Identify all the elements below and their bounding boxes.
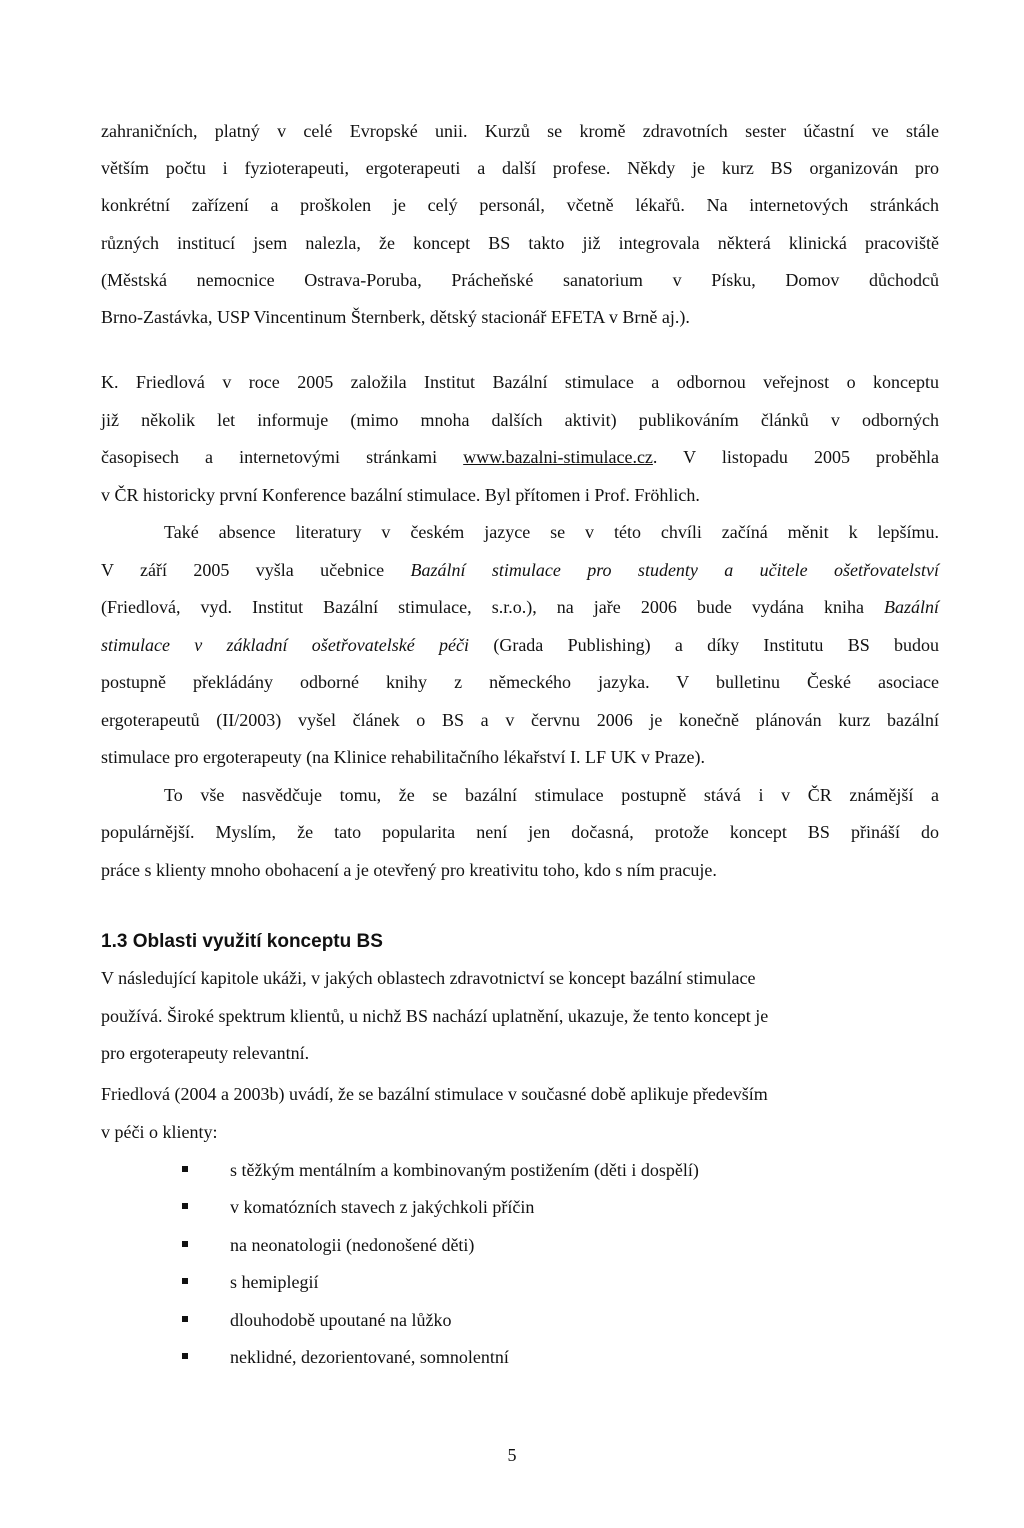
- paragraph-line: zahraničních, platný v celé Evropské unii. Kurzů se kromě zdravotních sester účastní ve stále: [101, 121, 939, 141]
- paragraph-line: populárnější. Myslím, že tato popularita není jen dočasná, protože koncept BS přináší do: [101, 822, 939, 842]
- paragraph-line: K. Friedlová v roce 2005 založila Institut Bazální stimulace a odbornou veřejnost o konceptu: [101, 372, 939, 392]
- paragraph-line: [101, 446, 939, 468]
- paragraph-line: To vše nasvědčuje tomu, že se bazální stimulace postupně stává i v ČR známější a: [164, 785, 939, 805]
- paragraph-line: větším počtu i fyzioterapeuti, ergoterapeuti a další profese. Někdy je kurz BS organizován pro: [101, 158, 939, 178]
- book-title: Bazální stimulace pro studenty a učitele ošetřovatelství: [410, 560, 939, 580]
- list-item-text: s hemiplegií: [230, 1272, 319, 1292]
- paragraph-line: již několik let informuje (mimo mnoha dalších aktivit) publikováním článků v odborných: [101, 410, 939, 430]
- book-title: stimulace v základní ošetřovatelské péči: [101, 635, 470, 655]
- page-number: 5: [507, 1445, 517, 1465]
- text-span: . V listopadu 2005 proběhla: [652, 447, 939, 467]
- bullet-icon: [182, 1278, 188, 1284]
- paragraph-line: konkrétní zařízení a proškolen je celý personál, včetně lékařů. Na internetových stránkách: [101, 195, 939, 215]
- paragraph-line: v ČR historicky první Konference bazální stimulace. Byl přítomen i Prof. Fröhlich.: [101, 485, 700, 505]
- paragraph-line: používá. Široké spektrum klientů, u nichž BS nachází uplatnění, ukazuje, že tento koncept je: [101, 1006, 769, 1026]
- list-item-text: s těžkým mentálním a kombinovaným postižením (děti i dospělí): [230, 1160, 699, 1180]
- text-span: (Friedlová, vyd. Institut Bazální stimulace, s.r.o.), na jaře 2006 bude vydána kniha: [101, 597, 884, 617]
- paragraph-line: práce s klienty mnoho obohacení a je otevřený pro kreativitu toho, kdo s ním pracuje.: [101, 860, 717, 880]
- text-span: časopisech a internetovými stránkami: [101, 447, 464, 467]
- book-title: Bazální: [883, 597, 939, 617]
- section-heading: 1.3 Oblasti využití konceptu BS: [101, 931, 383, 952]
- list-item-text: na neonatologii (nedonošené děti): [230, 1235, 475, 1255]
- paragraph-line: Brno-Zastávka, USP Vincentinum Šternberk, dětský stacionář EFETA v Brně aj.).: [101, 307, 690, 327]
- text-span: V září 2005 vyšla učebnice: [101, 560, 411, 580]
- bullet-icon: [182, 1241, 188, 1247]
- paragraph-line: ergoterapeutů (II/2003) vyšel článek o BS a v červnu 2006 je konečně plánován kurz bazální: [101, 710, 939, 730]
- paragraph-line: [101, 634, 939, 656]
- list-item-text: dlouhodobě upoutané na lůžko: [230, 1310, 452, 1330]
- paragraph-line: různých institucí jsem nalezla, že koncept BS takto již integrovala některá klinická pracoviště: [101, 233, 939, 253]
- text-span: (Grada Publishing) a díky Institutu BS budou: [469, 635, 939, 655]
- paragraph-line: V následující kapitole ukáži, v jakých oblastech zdravotnictví se koncept bazální stimulace: [101, 968, 756, 988]
- bullet-icon: [182, 1203, 188, 1209]
- list-item-text: v komatózních stavech z jakýchkoli příčin: [230, 1197, 535, 1217]
- paragraph-line: [101, 559, 939, 581]
- bullet-icon: [182, 1353, 188, 1359]
- paragraph-line: [101, 596, 939, 618]
- paragraph-line: pro ergoterapeuty relevantní.: [101, 1043, 310, 1063]
- paragraph-line: (Městská nemocnice Ostrava-Poruba, Prácheňské sanatorium v Písku, Domov důchodců: [101, 270, 939, 290]
- bullet-icon: [182, 1166, 188, 1172]
- paragraph-line: Friedlová (2004 a 2003b) uvádí, že se bazální stimulace v současné době aplikuje především: [101, 1084, 768, 1104]
- paragraph-line: stimulace pro ergoterapeuty (na Klinice rehabilitačního lékařství I. LF UK v Praze).: [101, 747, 705, 767]
- paragraph-line: v péči o klienty:: [101, 1122, 218, 1142]
- list-item-text: neklidné, dezorientované, somnolentní: [230, 1347, 509, 1367]
- paragraph-line: Také absence literatury v českém jazyce se v této chvíli začíná měnit k lepšímu.: [164, 522, 939, 542]
- website-link[interactable]: www.bazalni-stimulace.cz: [463, 447, 653, 467]
- bullet-icon: [182, 1316, 188, 1322]
- paragraph-line: postupně překládány odborné knihy z německého jazyka. V bulletinu České asociace: [101, 672, 939, 692]
